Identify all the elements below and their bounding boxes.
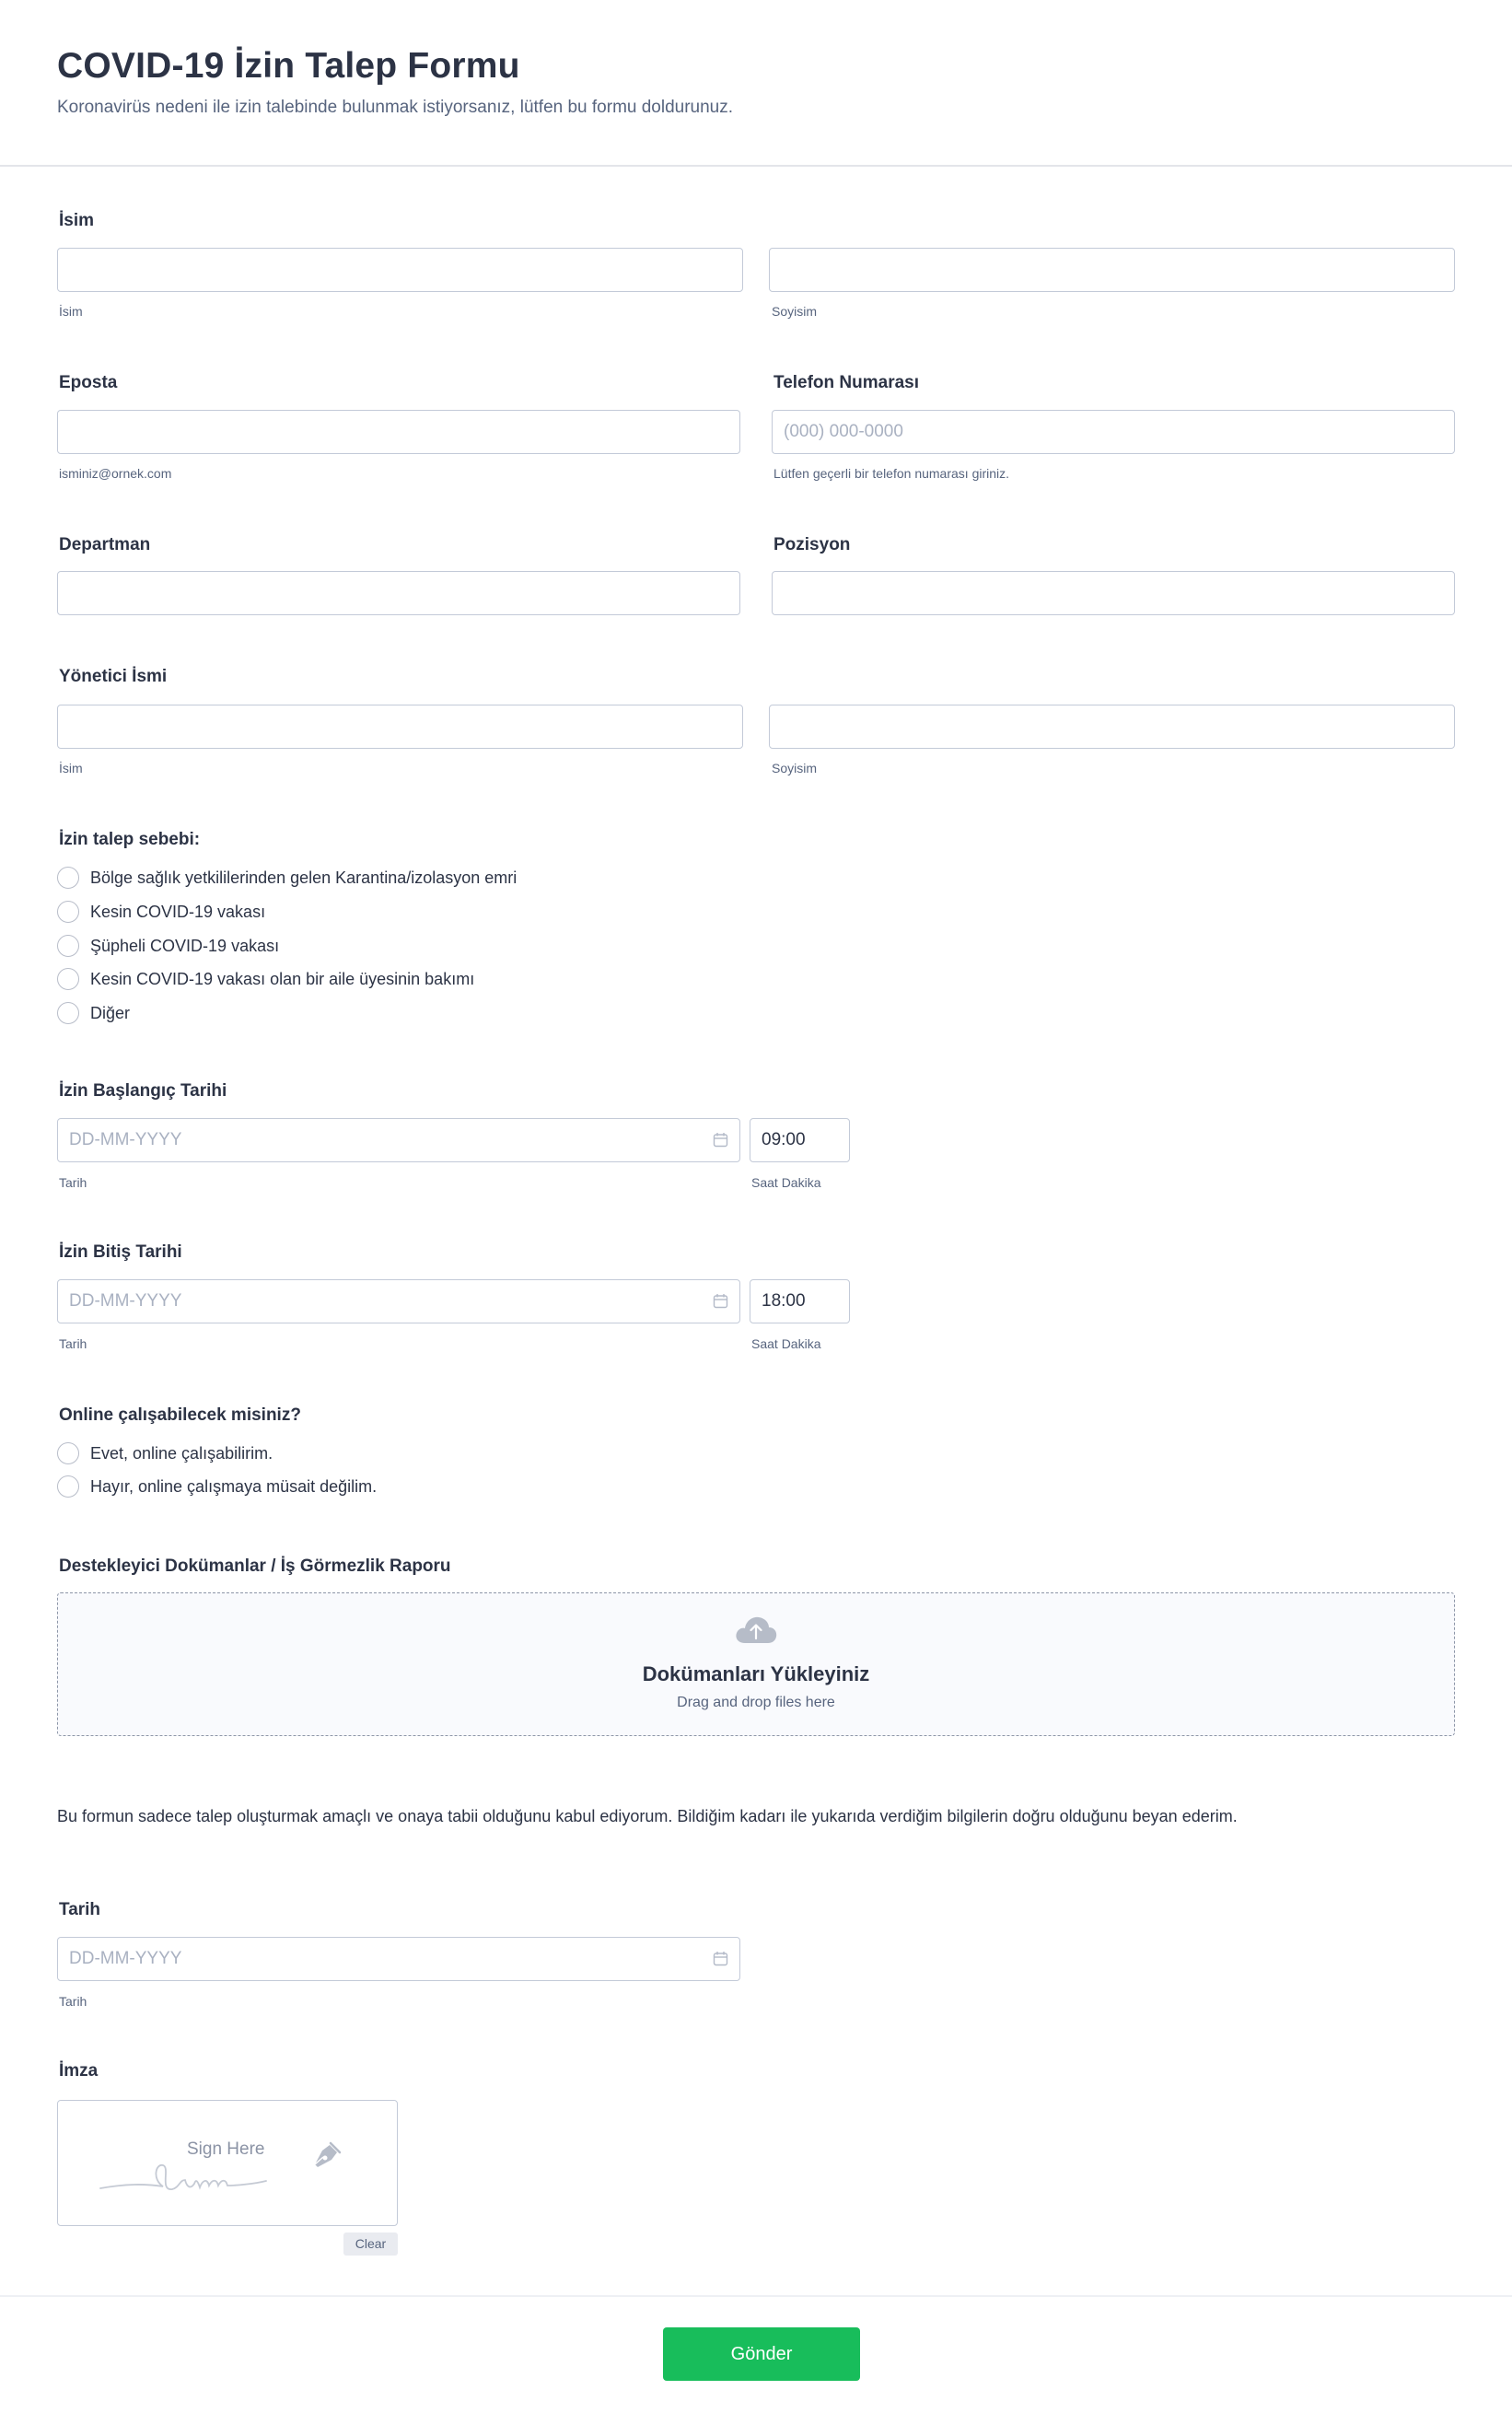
signature-placeholder: Sign Here <box>187 2139 265 2159</box>
consent-statement: Bu formun sadece talep oluşturmak amaçlı ve onaya tabii olduğunu kabul ediyorum. Bildiğim kadarı ile yukarıda verdiğim bilgilerin doğru olduğunu beyan ederim. <box>57 1807 1238 1825</box>
reason-option[interactable] <box>57 900 265 924</box>
reason-label: İzin talep sebebi: <box>59 830 201 849</box>
reason-option-label: Kesin COVID-19 vakası <box>90 902 266 921</box>
signature-label: İmza <box>59 2061 99 2081</box>
start-time-sublabel: Saat Dakika <box>751 1175 821 1190</box>
online-option-label: Hayır, online çalışmaya müsait değilim. <box>90 1476 378 1496</box>
end-date-sublabel: Tarih <box>59 1336 87 1351</box>
submit-button[interactable]: Gönder <box>663 2327 860 2381</box>
date-label: Tarih <box>59 1900 101 1919</box>
file-upload-dropzone[interactable] <box>57 1592 1455 1736</box>
start-date-label: İzin Başlangıç Tarihi <box>59 1081 227 1101</box>
cloud-upload-icon <box>734 1614 778 1645</box>
manager-first-name-input[interactable] <box>57 705 743 749</box>
reason-option-label: Şüpheli COVID-19 vakası <box>90 936 280 955</box>
last-name-sublabel: Soyisim <box>772 304 818 319</box>
reason-option[interactable] <box>57 967 474 991</box>
reason-option[interactable] <box>57 1001 130 1025</box>
radio-button[interactable] <box>57 1475 79 1498</box>
upload-subtitle: Drag and drop files here <box>677 1695 835 1710</box>
name-label: İsim <box>59 211 95 230</box>
reason-option-label: Diğer <box>90 1003 131 1022</box>
manager-last-name-input[interactable] <box>769 705 1455 749</box>
department-label: Departman <box>59 535 151 554</box>
manager-label: Yönetici İsmi <box>59 667 168 686</box>
start-date-sublabel: Tarih <box>59 1175 87 1190</box>
end-date-input[interactable] <box>57 1279 740 1323</box>
phone-placeholder: (000) 000-0000 <box>784 422 903 441</box>
end-time-input[interactable]: 18:00 <box>750 1279 850 1323</box>
radio-button[interactable] <box>57 968 79 990</box>
phone-sublabel: Lütfen geçerli bir telefon numarası giriniz. <box>773 466 1010 481</box>
form-header <box>0 0 1512 167</box>
radio-button[interactable] <box>57 1002 79 1024</box>
phone-label: Telefon Numarası <box>773 373 920 392</box>
online-option-label: Evet, online çalışabilirim. <box>90 1443 273 1463</box>
reason-option-label: Bölge sağlık yetkililerinden gelen Karantina/izolasyon emri <box>90 868 518 887</box>
position-input[interactable] <box>772 571 1455 615</box>
position-label: Pozisyon <box>773 535 851 554</box>
email-input[interactable] <box>57 410 740 454</box>
department-input[interactable] <box>57 571 740 615</box>
email-label: Eposta <box>59 373 118 392</box>
end-time-sublabel: Saat Dakika <box>751 1336 821 1351</box>
pen-icon <box>309 2139 346 2171</box>
radio-button[interactable] <box>57 935 79 957</box>
radio-button[interactable] <box>57 1442 79 1464</box>
reason-option-label: Kesin COVID-19 vakası olan bir aile üyesinin bakımı <box>90 969 475 988</box>
reason-option[interactable] <box>57 866 517 890</box>
online-option[interactable] <box>57 1441 273 1465</box>
calendar-icon[interactable] <box>713 1132 728 1148</box>
last-name-input[interactable] <box>769 248 1455 292</box>
form-title: COVID-19 İzin Talep Formu <box>57 46 520 86</box>
signature-pad[interactable] <box>57 2100 398 2226</box>
end-date-label: İzin Bitiş Tarihi <box>59 1242 182 1262</box>
start-time-input[interactable]: 09:00 <box>750 1118 850 1162</box>
date-placeholder: DD-MM-YYYY <box>69 1949 182 1968</box>
manager-first-sublabel: İsim <box>59 761 83 775</box>
online-option[interactable] <box>57 1475 377 1498</box>
first-name-input[interactable] <box>57 248 743 292</box>
date-sublabel: Tarih <box>59 1994 87 2009</box>
radio-button[interactable] <box>57 867 79 889</box>
calendar-icon[interactable] <box>713 1293 728 1309</box>
radio-button[interactable] <box>57 901 79 923</box>
date-input[interactable] <box>57 1937 740 1981</box>
upload-label: Destekleyici Dokümanlar / İş Görmezlik Raporu <box>59 1556 451 1576</box>
phone-input[interactable] <box>772 410 1455 454</box>
calendar-icon[interactable] <box>713 1951 728 1966</box>
clear-signature-button[interactable]: Clear <box>343 2233 398 2256</box>
reason-option[interactable] <box>57 934 279 958</box>
first-name-sublabel: İsim <box>59 304 83 319</box>
manager-last-sublabel: Soyisim <box>772 761 818 775</box>
upload-title: Dokümanları Yükleyiniz <box>642 1662 870 1685</box>
email-sublabel: isminiz@ornek.com <box>59 466 172 481</box>
end-date-placeholder: DD-MM-YYYY <box>69 1291 182 1311</box>
start-date-placeholder: DD-MM-YYYY <box>69 1130 182 1149</box>
footer-divider <box>0 2295 1512 2297</box>
online-label: Online çalışabilecek misiniz? <box>59 1405 301 1425</box>
start-date-input[interactable] <box>57 1118 740 1162</box>
form-subtitle: Koronavirüs nedeni ile izin talebinde bulunmak istiyorsanız, lütfen bu formu doldurunuz. <box>57 98 734 117</box>
